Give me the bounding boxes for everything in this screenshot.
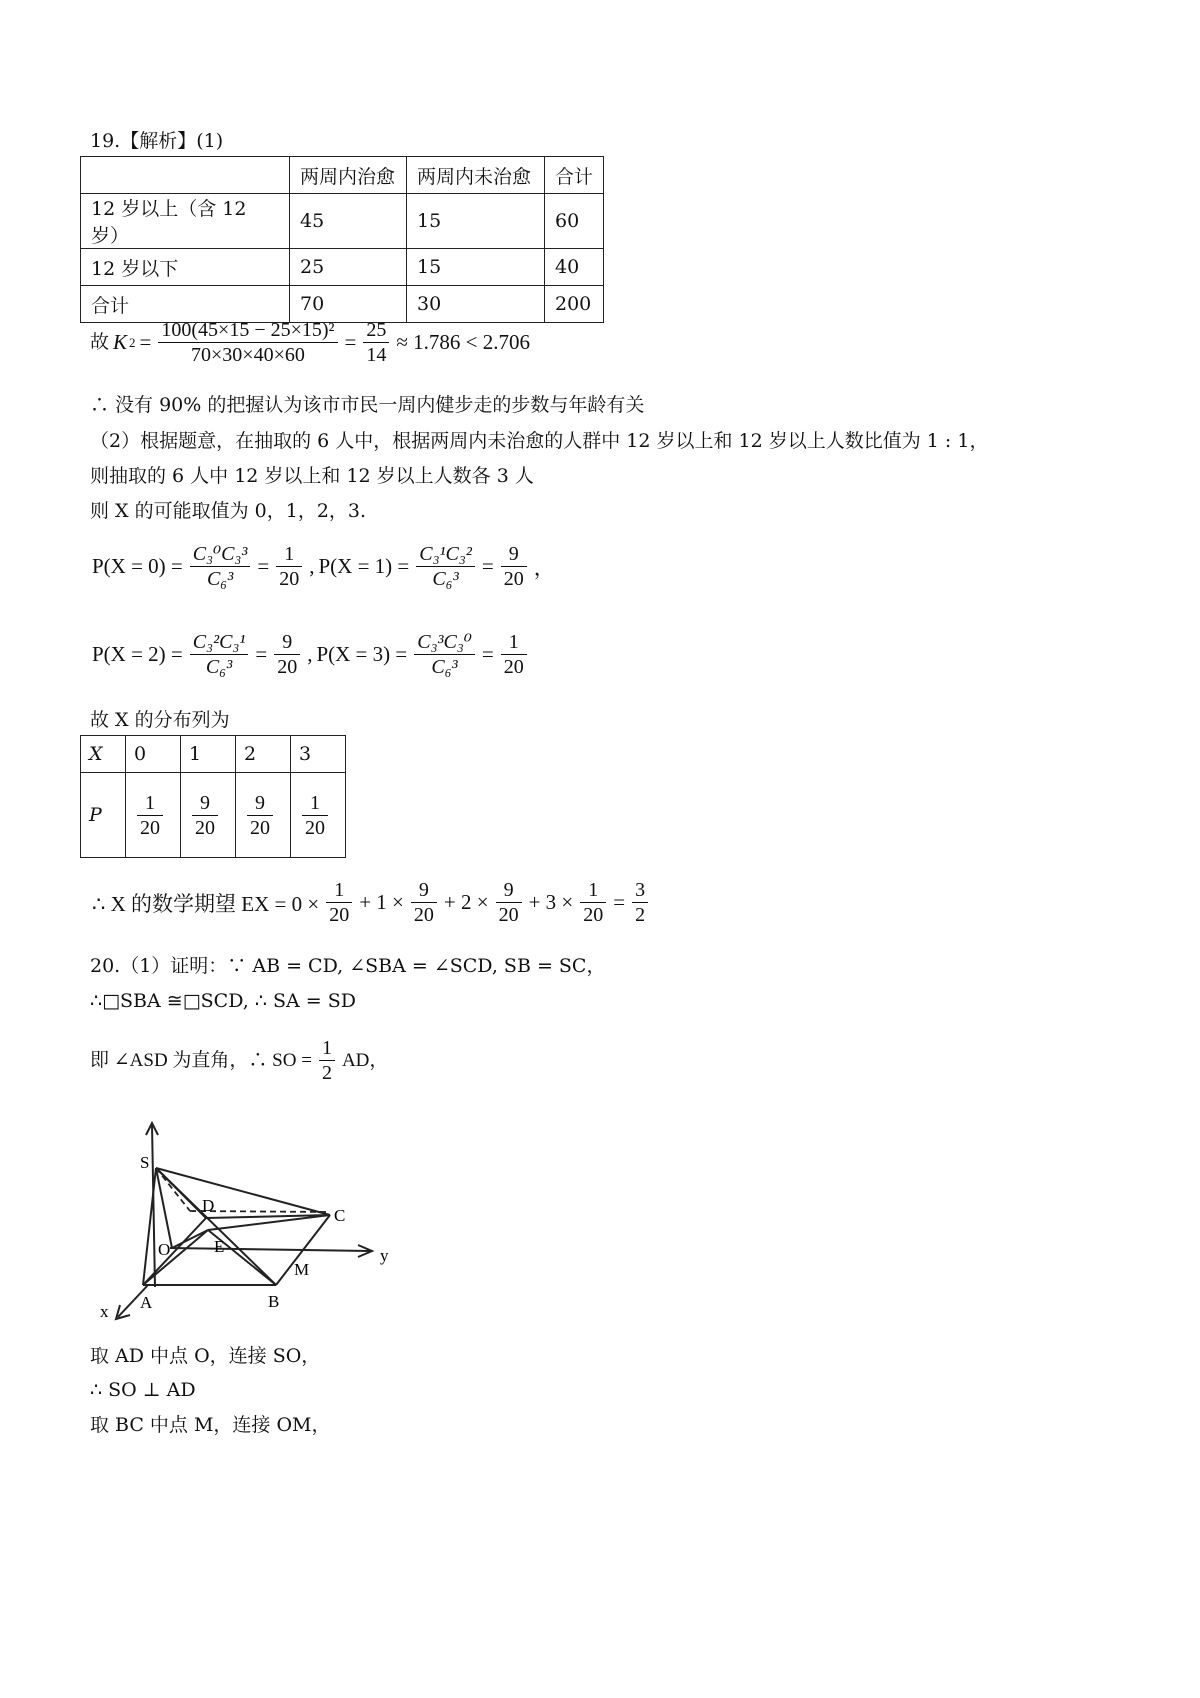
dist-p-den: 20 bbox=[305, 816, 325, 839]
y-axis bbox=[170, 1248, 370, 1251]
q20-after3: 取 BC 中点 M，连接 OM， bbox=[90, 1414, 331, 1436]
table-cell: 40 bbox=[545, 249, 604, 286]
q20-frac-den: 2 bbox=[321, 1062, 332, 1084]
exp-term: + 3 × bbox=[528, 890, 574, 914]
prob-num: C₃³C₃⁰ bbox=[414, 630, 475, 655]
k2-formula: 故 K 2 = $\frac{\text{100(45×15 − 25×15)²}}{70\times 30\times 40\times 60}$ = $\frac{25}{14}$ ≈ 1.786 < 2.706 bbox=[90, 319, 530, 366]
prob-den: C₆³ bbox=[431, 656, 458, 678]
prob-label: P(X = 1) = bbox=[318, 554, 410, 578]
prob-num: C₃²C₃¹ bbox=[190, 630, 249, 655]
k2-tail: ≈ 1.786 < 2.706 bbox=[396, 330, 530, 354]
prob-label: P(X = 0) = bbox=[92, 554, 183, 578]
prob-val-den: 20 bbox=[503, 568, 524, 590]
label-A: A bbox=[140, 1293, 153, 1312]
k2-denominator: 70×30×40×60 bbox=[191, 344, 305, 366]
distribution-table bbox=[80, 735, 346, 858]
dist-p-cell bbox=[126, 773, 181, 858]
q20-line1: 20.（1）证明：∵ AB = CD, ∠SBA = ∠SCD, SB = SC， bbox=[90, 955, 606, 977]
label-D: D bbox=[202, 1196, 215, 1215]
q20-after1: 取 AD 中点 O，连接 SO， bbox=[90, 1345, 321, 1367]
table-header-cell bbox=[81, 157, 290, 194]
dist-p-label: P bbox=[81, 773, 126, 858]
exp-term: = bbox=[613, 890, 626, 914]
label-E: E bbox=[214, 1237, 225, 1256]
table-header-cell: 两周内未治愈 bbox=[407, 157, 545, 194]
prob-den: C₆³ bbox=[206, 568, 234, 590]
edge-AE bbox=[143, 1230, 208, 1285]
q19-conclusion: ∴ 没有 90% 的把握认为该市市民一周内健步走的步数与年龄有关 bbox=[90, 394, 645, 416]
q19-heading: 19.【解析】(1) bbox=[90, 130, 224, 152]
table-cell: 15 bbox=[407, 249, 545, 286]
dist-p-num: 9 bbox=[192, 791, 218, 816]
table-cell: 25 bbox=[290, 249, 407, 286]
dist-p-num: 1 bbox=[302, 791, 328, 816]
exp-num: 9 bbox=[411, 878, 437, 903]
prob-val-den: 20 bbox=[279, 568, 300, 590]
q20-after2: ∴ SO ⊥ AD bbox=[90, 1379, 196, 1401]
prob-label: P(X = 3) = bbox=[316, 642, 408, 666]
label-S: S bbox=[140, 1153, 150, 1172]
edge-AD bbox=[143, 1218, 206, 1285]
table-cell: 合计 bbox=[81, 286, 290, 323]
k2-frac-num: 25 bbox=[363, 318, 389, 343]
pyramid-figure bbox=[90, 1115, 410, 1335]
exp-den: 20 bbox=[498, 904, 519, 926]
dist-p-cell bbox=[291, 773, 346, 858]
k2-frac-den: 14 bbox=[366, 344, 387, 366]
q20-line3-suffix: AD， bbox=[341, 1049, 389, 1071]
exp-den: 20 bbox=[413, 904, 434, 926]
dist-x-value: 2 bbox=[236, 736, 291, 773]
dist-x-value: 1 bbox=[181, 736, 236, 773]
q19-part2-line2: 则抽取的 6 人中 12 岁以上和 12 岁以上人数各 3 人 bbox=[90, 465, 534, 487]
exp-num: 1 bbox=[326, 878, 352, 903]
prob-val-num: 9 bbox=[274, 630, 300, 655]
q19-part2-line1: （2）根据题意，在抽取的 6 人中，根据两周内未治愈的人群中 12 岁以上和 12 岁以上人数比值为 1 : 1， bbox=[90, 430, 989, 452]
dist-p-cell bbox=[181, 773, 236, 858]
prob-val-den: 20 bbox=[277, 656, 298, 678]
label-M: M bbox=[294, 1260, 310, 1279]
prob-val-den: 20 bbox=[503, 656, 524, 678]
contingency-table bbox=[80, 156, 604, 323]
exp-term: + 2 × bbox=[443, 890, 489, 914]
label-B: B bbox=[268, 1292, 280, 1311]
q20-line2: ∴□SBA ≅□SCD, ∴ SA = SD bbox=[90, 990, 356, 1012]
table-cell: 200 bbox=[545, 286, 604, 323]
dist-x-label: X bbox=[81, 736, 126, 773]
dist-x-value: 0 bbox=[126, 736, 181, 773]
prob-label: P(X = 2) = bbox=[92, 642, 183, 666]
dist-p-cell bbox=[236, 773, 291, 858]
dist-p-den: 20 bbox=[250, 816, 270, 839]
exp-term: + 1 × bbox=[359, 890, 404, 914]
k2-simplified-fraction bbox=[363, 318, 389, 367]
q20-line3-prefix: 即 ∠ASD 为直角，∴ SO = bbox=[90, 1049, 312, 1071]
edge-SB bbox=[156, 1168, 276, 1285]
exp-result-den: 2 bbox=[635, 904, 646, 926]
label-x: x bbox=[100, 1302, 109, 1321]
table-cell: 12 岁以下 bbox=[81, 249, 290, 286]
distribution-caption: 故 X 的分布列为 bbox=[90, 709, 230, 731]
exp-den: 20 bbox=[329, 904, 350, 926]
label-O: O bbox=[158, 1240, 171, 1259]
prob-den: C₆³ bbox=[205, 656, 233, 678]
probability-row-2: P(X = 2) = $\frac{\text{C₃²C₃¹}}{\text{C₆³}}$ = $\frac{9}{20}$ , P(X = 3) = $\frac{\text{C₃³C₃⁰}}{\text{C₆³}}$ = $\frac{1}{20}$ bbox=[92, 630, 530, 679]
exp-num: 9 bbox=[496, 878, 522, 903]
k2-numerator: 100(45×15 − 25×15)² bbox=[158, 318, 337, 343]
dist-x-value: 3 bbox=[291, 736, 346, 773]
prob-den: C₆³ bbox=[432, 568, 459, 590]
label-y: y bbox=[380, 1246, 389, 1265]
exp-result-num: 3 bbox=[632, 878, 648, 903]
dist-p-den: 20 bbox=[140, 816, 160, 839]
q20-line3 bbox=[90, 1036, 388, 1085]
label-C: C bbox=[334, 1206, 346, 1225]
exp-den: 20 bbox=[583, 904, 604, 926]
table-cell: 45 bbox=[290, 194, 407, 249]
table-header-cell: 合计 bbox=[545, 157, 604, 194]
k2-prefix: 故 bbox=[90, 331, 110, 353]
exp-num: 1 bbox=[580, 878, 606, 903]
q20-frac-num: 1 bbox=[319, 1036, 335, 1061]
edge-SC bbox=[156, 1168, 330, 1215]
table-cell: 70 bbox=[290, 286, 407, 323]
table-cell: 12 岁以上（含 12 岁） bbox=[81, 194, 290, 249]
k2-main-fraction bbox=[158, 318, 337, 367]
prob-val-num: 1 bbox=[501, 630, 527, 655]
table-cell: 60 bbox=[545, 194, 604, 249]
prob-val-num: 1 bbox=[276, 542, 302, 567]
prob-val-num: 9 bbox=[501, 542, 527, 567]
expectation-formula bbox=[92, 878, 651, 927]
q19-part2-line3: 则 X 的可能取值为 0，1，2，3. bbox=[90, 500, 367, 522]
prob-num: C₃¹C₃² bbox=[416, 542, 475, 567]
expectation-prefix: ∴ X 的数学期望 EX = 0 × bbox=[92, 891, 320, 916]
prob-num: C₃⁰C₃³ bbox=[190, 542, 251, 567]
probability-row-1: P(X = 0) = $\frac{\text{C₃⁰C₃³}}{\text{C₆³}}$ = $\frac{1}{20}$ , P(X = 1) = $\frac{\text{C₃¹C₃²}}{\text{C₆³}}$ = $\frac{9}{20}$ ， bbox=[92, 543, 555, 590]
dist-p-den: 20 bbox=[195, 816, 215, 839]
table-cell: 30 bbox=[407, 286, 545, 323]
table-cell: 15 bbox=[407, 194, 545, 249]
table-header-cell: 两周内治愈 bbox=[290, 157, 407, 194]
dist-p-num: 9 bbox=[247, 791, 273, 816]
dist-p-num: 1 bbox=[137, 791, 163, 816]
